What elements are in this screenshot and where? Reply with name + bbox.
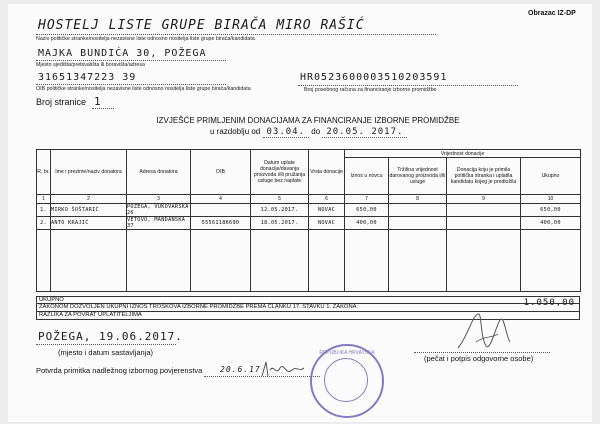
cell-rbr: 2. [37, 217, 51, 230]
cell-market [389, 217, 447, 230]
cell-total: 650,00 [521, 204, 581, 217]
column-number: 8 [389, 195, 447, 204]
period-from: 03.04. [263, 127, 310, 138]
cell-name: MIRKO ŠOŠTARIĆ [51, 204, 127, 217]
cell-total: 400,00 [521, 217, 581, 230]
refund-label: RAZLIKA ZA POVRAT UPLATITELJIMA [39, 312, 142, 318]
column-number: 2 [51, 195, 127, 204]
period-prefix: u razdoblju od [210, 127, 261, 136]
col-oib: OIB [191, 150, 251, 195]
address-value: MAJKA BUNDIĆA 30, POŽEGA [38, 48, 207, 59]
donations-table [36, 149, 581, 292]
column-number: 6 [309, 195, 345, 204]
report-period [210, 127, 407, 137]
col-market: Tržišna vrijednost darovanog proizvoda i/ili usluge [389, 158, 447, 195]
received-signature [260, 358, 306, 380]
cell-market [389, 204, 447, 217]
cell-date: 12.05.2017. [251, 204, 309, 217]
cell-oib [191, 204, 251, 217]
table-row [37, 217, 581, 230]
election-commission-stamp [310, 344, 384, 418]
column-number: 3 [127, 195, 191, 204]
column-number: 5 [251, 195, 309, 204]
empty-rows [37, 230, 581, 292]
place-date: POŽEGA, 19.06.2017. [38, 330, 183, 343]
col-cash: Iznos u novcu [345, 158, 389, 195]
signature [448, 306, 518, 356]
cell-type: NOVAC [309, 217, 345, 230]
table-row [37, 204, 581, 217]
column-number: 1 [37, 195, 51, 204]
column-number: 7 [345, 195, 389, 204]
place-date-caption: (mjesto i datum sastavljanja) [58, 348, 154, 357]
allowed-label: ZAKONOM DOZVOLJEN UKUPNI IZNOS TROŠKOVA IZBORNE PROMIDŽBE PREMA ČLANKU 17. STAVKU 1. ZAKONA [39, 304, 357, 310]
total-row [36, 296, 580, 304]
period-mid: do [311, 127, 321, 136]
report-title: IZVJEŠĆE PRIMLJENIM DONACIJAMA ZA FINANCIRANJE IZBORNE PROMIDŽBE [156, 116, 460, 125]
col-type: Vrsta donacije [309, 150, 345, 195]
allowed-value: 1.050,00 [523, 298, 575, 308]
account-caption: Broj posebnog računa za financiranje izborne promidžbe [304, 87, 437, 93]
stamp-text: REPUBLIKA HRVATSKA [319, 350, 375, 356]
cell-cash: 400,00 [345, 217, 389, 230]
received-label: Potvrda primitka nadležnog izbornog povjerenstva [36, 366, 203, 375]
cell-excess [447, 217, 521, 230]
col-name: Ime i prezime/naziv donatora [51, 150, 127, 195]
period-to: 20.05. 2017. [322, 127, 407, 138]
oib-caption: OIB političke stranke/nositelja nezavisne liste odnosno nositelja liste grupe birača/kandidata [36, 86, 251, 92]
col-excess: Donacija koju je primila politička stranka i uplatila kandidatu kojeg je predložila [447, 158, 521, 195]
page-number: 1 [94, 95, 102, 108]
col-value-group: Vrijednost donacije [345, 150, 581, 158]
col-rbr: R. br. [37, 150, 51, 195]
column-number-row [37, 195, 581, 204]
col-address: Adresa donatora [127, 150, 191, 195]
oib-value: 31651347223 39 [38, 72, 137, 83]
col-date: Datum uplate donacije/davanja proizvoda i/ili pružanja usluge bez naplate [251, 150, 309, 195]
cell-rbr: 1. [37, 204, 51, 217]
cell-cash: 650,00 [345, 204, 389, 217]
cell-excess [447, 204, 521, 217]
total-label: UKUPNO [39, 297, 64, 303]
candidate-list-name: HOSTELJ LISTE GRUPE BIRAČA MIRO RAŠIĆ [38, 18, 365, 33]
cell-name: ANTO KRAJIĆ [51, 217, 127, 230]
address-caption: Mjesto sjedišta/prebivališta ili boravišta/adresa [36, 62, 145, 68]
cell-date: 18.05.2017. [251, 217, 309, 230]
cell-address: VETOVO, MANDANSKA 37 [127, 217, 191, 230]
col-total: Ukupno [521, 158, 581, 195]
form-page [8, 4, 592, 422]
table-header-row [37, 150, 581, 158]
page-number-label: Broj stranice [36, 97, 87, 107]
received-date: 20.6.17 [220, 365, 261, 374]
cell-type: NOVAC [309, 204, 345, 217]
column-number: 4 [191, 195, 251, 204]
column-number: 10 [521, 195, 581, 204]
column-number: 9 [447, 195, 521, 204]
candidate-list-caption: Naziv političke stranke/nositelja nezavisne liste odnosno nositelja liste grupe birača/kandidata [36, 36, 255, 42]
cell-oib: 55561186690 [191, 217, 251, 230]
form-code: Obrazac IZ-DP [528, 10, 576, 17]
cell-address: POŽEGA, VUKOVARSKA 26 [127, 204, 189, 216]
account-value: HR0523600003510203591 [300, 72, 448, 83]
signature-caption: (pečat i potpis odgovorne osobe) [424, 354, 534, 363]
